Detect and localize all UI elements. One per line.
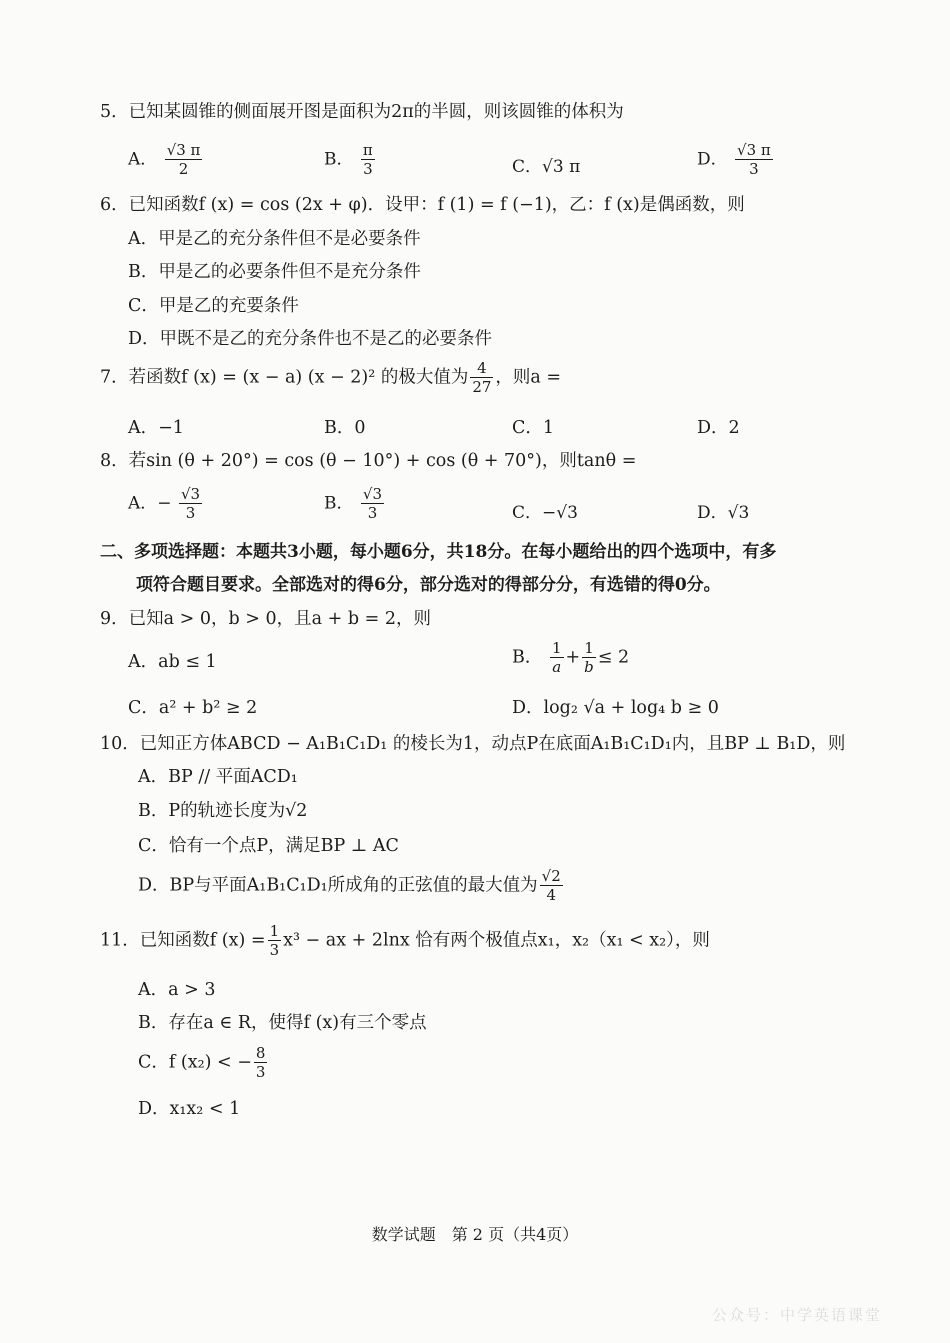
fraction-numerator: 4 [470,360,493,378]
question-7-stem [100,360,561,396]
option-sign: − [157,493,172,514]
fraction-denominator: 3 [185,504,196,523]
fraction-numerator: 8 [255,1044,266,1062]
q6-option-c: C．甲是乙的充要条件 [128,296,299,316]
fraction-numerator: √3 [362,485,383,503]
question-6-stem: 6．已知函数f (x) = cos (2x + φ)．设甲：f (1) = f (−1)，乙：f (x)是偶函数，则 [100,195,745,215]
question-8-options [0,484,950,528]
option-label: C． [512,157,543,177]
q10-option-a: A．BP // 平面ACD₁ [138,767,298,787]
question-11-stem [100,923,710,959]
option-text: D．BP与平面A₁B₁C₁D₁所成角的正弦值的最大值为 [138,875,538,896]
question-10-stem: 10．已知正方体ABCD − A₁B₁C₁D₁ 的棱长为1，动点P在底面A₁B₁C₁D₁内，且BP ⊥ B₁D，则 [100,734,846,754]
q10-option-d [138,868,565,904]
option-label: B． [324,149,354,170]
section-2-heading-cont: 项符合题目要求。全部选对的得6分，部分选对的得部分分，有选错的得0分。 [136,575,721,595]
fraction-numerator: √2 [541,867,561,885]
q9-option-c: C．a² + b² ≥ 2 [128,698,258,718]
q7-option-c: C．1 [512,418,555,438]
q7-option-b: B．0 [324,418,366,438]
q9-option-b [512,640,629,676]
question-5-stem: 5．已知某圆锥的侧面展开图是面积为2π的半圆，则该圆锥的体积为 [100,102,624,122]
fraction-denominator: 3 [269,941,280,960]
q6-option-b: B．甲是乙的必要条件但不是充分条件 [128,262,421,282]
q7-option-a: A．−1 [128,418,184,438]
question-8-stem: 8．若sin (θ + 20°) = cos (θ − 10°) + cos (θ + 70°)，则tanθ = [100,451,637,471]
fraction-denominator: b [584,658,594,677]
q10-option-c: C．恰有一个点P，满足BP ⊥ AC [138,836,399,856]
fraction-denominator: 4 [546,886,556,905]
fraction-numerator: 1 [551,639,562,657]
question-5-options [0,138,950,182]
q8-option-c: C．−√3 [512,503,578,523]
fraction-numerator: √3 π [166,141,201,159]
watermark: 公众号：中学英语课堂 [711,1306,882,1324]
fraction-denominator: 3 [749,160,759,179]
fraction-denominator: 2 [178,160,189,179]
q6-option-a: A．甲是乙的充分条件但不是必要条件 [128,229,421,249]
option-text: C．f (x₂) < − [138,1052,252,1073]
q5-option-c [512,152,580,177]
q9-option-d: D．log₂ √a + log₄ b ≥ 0 [512,698,719,718]
q8-option-a [128,486,204,522]
q11-option-a: A．a > 3 [138,980,216,1000]
q6-option-d: D．甲既不是乙的充分条件也不是乙的必要条件 [128,329,493,349]
fraction-numerator: 1 [269,922,280,940]
option-label: A． [128,493,158,514]
stem-text: ，则a = [495,367,562,388]
page-footer: 数学试题 第 2 页（共4页） [371,1225,579,1244]
fraction-denominator: 3 [363,160,373,179]
q7-option-d: D．2 [697,418,740,438]
fraction-numerator: π [362,141,373,159]
fraction-denominator: a [552,658,562,677]
stem-text: 7．若函数f (x) = (x − a) (x − 2)² 的极大值为 [100,367,469,388]
option-label: B． [512,647,543,668]
option-label: B． [324,493,354,514]
option-text: √3 π [542,157,581,177]
q9-option-a: A．ab ≤ 1 [128,652,217,672]
fraction-denominator: 3 [255,1063,266,1082]
option-label: D． [697,149,728,170]
fraction-denominator: 3 [367,504,378,523]
q5-option-d [697,142,775,178]
fraction-numerator: √3 [180,485,201,503]
q5-option-a [128,142,204,178]
q8-option-b [324,486,386,522]
fraction-numerator: √3 π [737,141,771,159]
stem-text: x³ − ax + 2lnx 恰有两个极值点x₁，x₂（x₁ < x₂），则 [283,930,710,951]
q11-option-c [138,1045,269,1081]
fraction-numerator: 1 [582,640,596,658]
q11-option-d: D．x₁x₂ < 1 [138,1099,241,1119]
question-9-stem: 9．已知a > 0，b > 0，且a + b = 2，则 [100,609,431,629]
q10-option-b: B．P的轨迹长度为√2 [138,801,308,821]
section-2-heading: 二、多项选择题：本题共3小题，每小题6分，共18分。在每小题给出的四个选项中，有多 [100,542,777,562]
q8-option-d: D．√3 [697,503,750,523]
stem-text: 11．已知函数f (x) = [100,930,266,951]
option-tail: ≤ 2 [597,647,630,668]
fraction-denominator: 27 [472,378,492,397]
q5-option-b [324,142,377,178]
q11-option-b: B．存在a ∈ R，使得f (x)有三个零点 [138,1013,427,1033]
option-label: A． [128,149,158,170]
plus-sign: + [565,647,581,668]
